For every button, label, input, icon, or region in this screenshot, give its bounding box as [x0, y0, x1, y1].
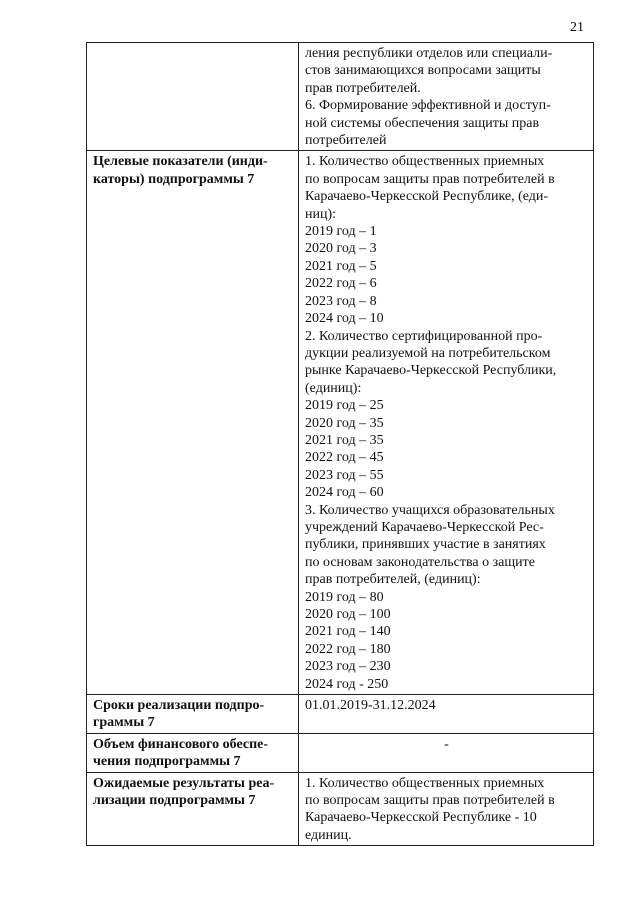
value-line: 2019 год – 25	[305, 398, 384, 414]
value-line: 2024 год - 250	[305, 676, 389, 692]
row-label	[87, 43, 299, 151]
row-label: Ожидаемые результаты реа-лизации подпрограммы 7	[87, 772, 299, 846]
value-line: 2021 год – 35	[305, 432, 384, 448]
value-line: ной системы обеспечения защиты прав	[305, 115, 540, 131]
value-line: 2023 год – 230	[305, 659, 391, 675]
value-line: 2022 год – 6	[305, 276, 377, 292]
value-line: ления республики отделов или специали-	[305, 46, 553, 61]
table-row-continuation	[87, 43, 594, 151]
value-line: 2. Количество сертифицированной про-	[305, 328, 543, 344]
value-line: 2021 год – 5	[305, 258, 377, 274]
table-row-implementation-period	[87, 695, 594, 734]
row-value	[299, 695, 594, 734]
value-line: -	[444, 736, 449, 752]
value-line: дукции реализуемой на потребительском	[305, 345, 551, 361]
row-label: Сроки реализации подпро-граммы 7	[87, 695, 299, 734]
value-line: по вопросам защиты прав потребителей в	[305, 171, 555, 187]
value-line: прав потребителей, (единиц):	[305, 572, 481, 588]
value-line: прав потребителей.	[305, 80, 421, 96]
value-line: 2020 год – 35	[305, 415, 384, 431]
row-value	[299, 772, 594, 846]
value-line: 01.01.2019-31.12.2024	[305, 698, 436, 714]
value-line: 2024 год – 10	[305, 311, 384, 327]
value-line: 2023 год – 55	[305, 467, 384, 483]
value-line: 2019 год – 80	[305, 589, 384, 605]
value-line: рынке Карачаево-Черкесской Республики,	[305, 363, 557, 379]
value-line: 2019 год – 1	[305, 224, 377, 240]
value-line: 1. Количество общественных приемных	[305, 775, 545, 791]
value-line: по основам законодательства о защите	[305, 554, 535, 570]
value-line: 2020 год – 100	[305, 607, 391, 622]
row-value	[299, 151, 594, 695]
value-line: 1. Количество общественных приемных	[305, 154, 545, 170]
row-value	[299, 733, 594, 772]
value-line: 2023 год – 8	[305, 293, 377, 309]
value-line: ниц):	[305, 206, 337, 222]
value-line: учреждений Карачаево-Черкесской Рес-	[305, 519, 544, 535]
value-line: по вопросам защиты прав потребителей в	[305, 793, 555, 809]
value-line: 2021 год – 140	[305, 624, 391, 640]
value-line: 3. Количество учащихся образовательных	[305, 502, 555, 518]
row-label: Объем финансового обеспе-чения подпрограммы 7	[87, 733, 299, 772]
table-row-funding-volume	[87, 733, 594, 772]
subprogram-passport-table	[86, 42, 594, 846]
table-row-target-indicators	[87, 151, 594, 695]
value-line: Карачаево-Черкесской Республике, (еди-	[305, 189, 549, 205]
value-line: 2020 год – 3	[305, 241, 377, 257]
row-label: Целевые показатели (инди-каторы) подпрограммы 7	[87, 151, 299, 695]
value-line: публики, принявших участие в занятиях	[305, 537, 546, 553]
value-line: 2024 год – 60	[305, 485, 384, 501]
table-row-expected-results	[87, 772, 594, 846]
value-line: Карачаево-Черкесской Республике - 10	[305, 810, 537, 826]
value-line: стов занимающихся вопросами защиты	[305, 63, 541, 79]
value-line: 2022 год – 45	[305, 450, 384, 466]
row-value	[299, 43, 594, 151]
value-line: потребителей	[305, 133, 387, 149]
page-number: 21	[570, 20, 584, 35]
value-line: 6. Формирование эффективной и доступ-	[305, 98, 551, 114]
value-line: 2022 год – 180	[305, 641, 391, 657]
value-line: единиц.	[305, 827, 352, 843]
value-line: (единиц):	[305, 380, 362, 396]
